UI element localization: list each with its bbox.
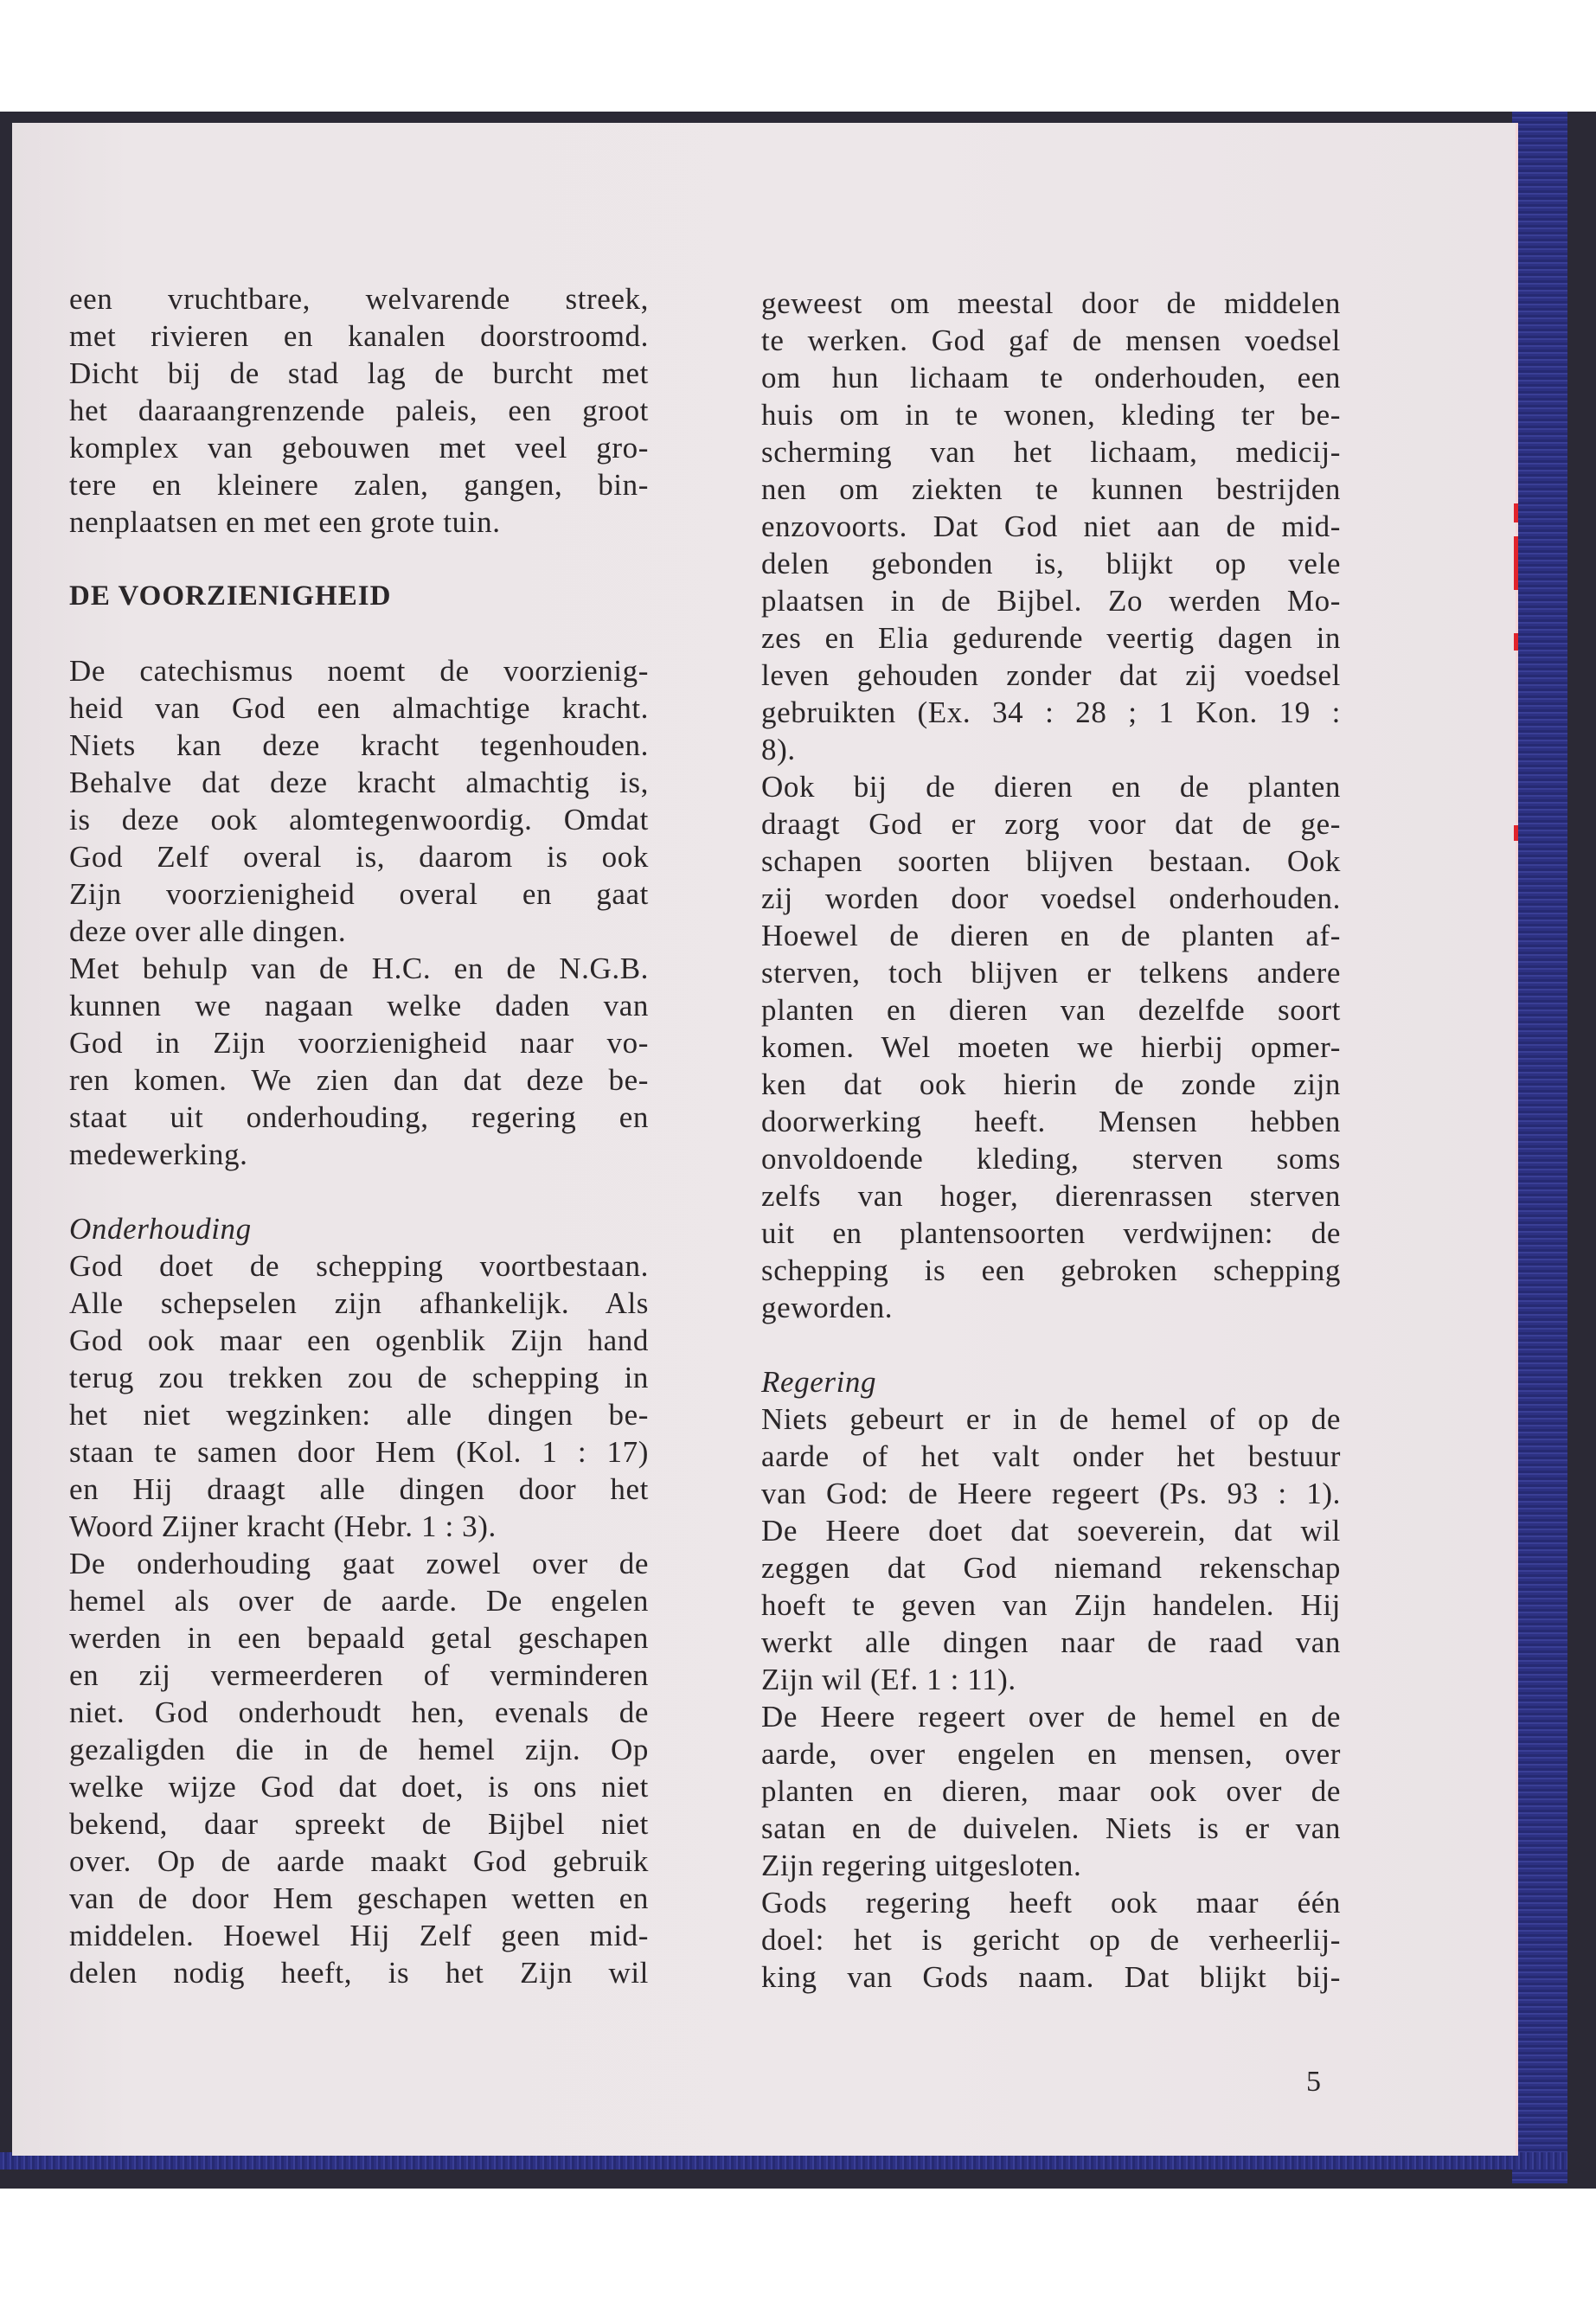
text-line: delen nodig heeft, is het Zijn wil: [69, 1956, 649, 1990]
text-line: Niets gebeurt er in de hemel of op de: [761, 1402, 1341, 1436]
text-line: komen. Wel moeten we hierbij opmer-: [761, 1030, 1341, 1064]
text-line: doel: het is gericht op de verheerlij-: [761, 1923, 1341, 1957]
text-line: Gods regering heeft ook maar één: [761, 1886, 1341, 1920]
text-line: 8).: [761, 733, 796, 766]
text-line: God Zelf overal is, daarom is ook: [69, 840, 649, 874]
text-line: sterven, toch blijven er telkens andere: [761, 956, 1341, 990]
text-line: hemel als over de aarde. De engelen: [69, 1584, 649, 1618]
text-line: De onderhouding gaat zowel over de: [69, 1547, 649, 1580]
text-line: geweest om meestal door de middelen: [761, 286, 1341, 320]
text-line: zelfs van hoger, dierenrassen sterven: [761, 1179, 1341, 1213]
text-line: geworden.: [761, 1291, 894, 1324]
text-line: king van Gods naam. Dat blijkt bij-: [761, 1960, 1341, 1994]
text-line: scherming van het lichaam, medicij-: [761, 435, 1341, 469]
text-line: over. Op de aarde maakt God gebruik: [69, 1844, 649, 1878]
text-line: tere en kleinere zalen, gangen, bin-: [69, 468, 649, 502]
text-line: medewerking.: [69, 1138, 248, 1171]
text-line: aarde, over engelen en mensen, over: [761, 1737, 1341, 1771]
text-line: De catechismus noemt de voorzienig-: [69, 654, 649, 688]
text-line: het niet wegzinken: alle dingen be-: [69, 1398, 649, 1432]
text-line: ren komen. We zien dan dat deze be-: [69, 1063, 649, 1097]
text-line: Behalve dat deze kracht almachtig is,: [69, 766, 649, 799]
page-edge-mark: [1514, 503, 1518, 522]
text-line: huis om in te wonen, kleding ter be-: [761, 398, 1341, 432]
blank-line: [69, 541, 649, 578]
text-column-right: [761, 285, 1341, 1996]
text-line: staat uit onderhouding, regering en: [69, 1100, 649, 1134]
text-line: De Heere doet dat soeverein, dat wil: [761, 1514, 1341, 1548]
text-line: hoeft te geven van Zijn handelen. Hij: [761, 1588, 1341, 1622]
text-line: onvoldoende kleding, sterven soms: [761, 1142, 1341, 1176]
text-line: Woord Zijner kracht (Hebr. 1 : 3).: [69, 1509, 497, 1543]
text-line: doorwerking heeft. Mensen hebben: [761, 1105, 1341, 1138]
text-line: leven gehouden zonder dat zij voedsel: [761, 658, 1341, 692]
text-line: van de door Hem geschapen wetten en: [69, 1881, 649, 1915]
page-edge-mark: [1514, 633, 1518, 651]
text-line: Dicht bij de stad lag de burcht met: [69, 356, 649, 390]
text-line: zes en Elia gedurende veertig dagen in: [761, 621, 1341, 655]
text-line: planten en dieren van dezelfde soort: [761, 993, 1341, 1027]
page-edge-mark: [1514, 536, 1518, 590]
text-line: aarde of het valt onder het bestuur: [761, 1439, 1341, 1473]
text-line: werkt alle dingen naar de raad van: [761, 1625, 1341, 1659]
text-line: heid van God een almachtige kracht.: [69, 691, 649, 725]
text-line: om hun lichaam te onderhouden, een: [761, 361, 1341, 394]
text-line: met rivieren en kanalen doorstroomd.: [69, 319, 649, 353]
text-line: van God: de Heere regeert (Ps. 93 : 1).: [761, 1477, 1341, 1510]
text-line: satan en de duivelen. Niets is er van: [761, 1811, 1341, 1845]
text-line: is deze ook alomtegenwoordig. Omdat: [69, 803, 649, 836]
text-line: Zijn regering uitgesloten.: [761, 1849, 1082, 1882]
text-line: komplex van gebouwen met veel gro-: [69, 431, 649, 465]
page-number: 5: [1306, 2066, 1321, 2098]
text-line: Ook bij de dieren en de planten: [761, 770, 1341, 804]
section-heading: DE VOORZIENIGHEID: [69, 580, 392, 612]
text-line: De Heere regeert over de hemel en de: [761, 1700, 1341, 1734]
page-edge-mark: [1514, 825, 1518, 841]
blank-line: [69, 615, 649, 652]
text-line: middelen. Hoewel Hij Zelf geen mid-: [69, 1919, 649, 1952]
text-line: schepping is een gebroken schepping: [761, 1253, 1341, 1287]
text-line: staan te samen door Hem (Kol. 1 : 17): [69, 1435, 649, 1469]
text-line: zeggen dat God niemand rekenschap: [761, 1551, 1341, 1585]
blank-line: [761, 1326, 1341, 1363]
text-line: Met behulp van de H.C. en de N.G.B.: [69, 952, 649, 985]
text-line: nenplaatsen en met een grote tuin.: [69, 505, 501, 539]
text-line: bekend, daar spreekt de Bijbel niet: [69, 1807, 649, 1841]
text-line: zij worden door voedsel onderhouden.: [761, 881, 1341, 915]
text-line: God ook maar een ogenblik Zijn hand: [69, 1324, 649, 1357]
text-line: te werken. God gaf de mensen voedsel: [761, 324, 1341, 357]
text-line: nen om ziekten te kunnen bestrijden: [761, 472, 1341, 506]
text-line: God doet de schepping voortbestaan.: [69, 1249, 649, 1283]
text-line: uit en plantensoorten verdwijnen: de: [761, 1216, 1341, 1250]
text-line: ken dat ook hierin de zonde zijn: [761, 1067, 1341, 1101]
text-line: gezaligden die in de hemel zijn. Op: [69, 1733, 649, 1766]
text-line: planten en dieren, maar ook over de: [761, 1774, 1341, 1808]
text-line: draagt God er zorg voor dat de ge-: [761, 807, 1341, 841]
text-line: kunnen we nagaan welke daden van: [69, 989, 649, 1022]
text-line: deze over alle dingen.: [69, 914, 347, 948]
text-line: God in Zijn voorzienigheid naar vo-: [69, 1026, 649, 1060]
text-line: enzovoorts. Dat God niet aan de mid-: [761, 510, 1341, 543]
text-line: Alle schepselen zijn afhankelijk. Als: [69, 1286, 649, 1320]
text-line: een vruchtbare, welvarende streek,: [69, 282, 649, 316]
subsection-heading: Onderhouding: [69, 1212, 252, 1246]
text-line: plaatsen in de Bijbel. Zo werden Mo-: [761, 584, 1341, 618]
subsection-heading: Regering: [761, 1365, 877, 1399]
text-line: gebruikten (Ex. 34 : 28 ; 1 Kon. 19 :: [761, 695, 1341, 729]
text-column-left: [69, 280, 649, 1991]
text-line: schapen soorten blijven bestaan. Ook: [761, 844, 1341, 878]
text-line: Hoewel de dieren en de planten af-: [761, 919, 1341, 952]
text-line: niet. God onderhoudt hen, evenals de: [69, 1695, 649, 1729]
text-line: delen gebonden is, blijkt op vele: [761, 547, 1341, 580]
text-line: en zij vermeerderen of verminderen: [69, 1658, 649, 1692]
text-line: Zijn voorzienigheid overal en gaat: [69, 877, 649, 911]
text-line: Niets kan deze kracht tegenhouden.: [69, 728, 649, 762]
book-cover-edge: [1512, 112, 1567, 2183]
blank-line: [69, 1173, 649, 1210]
text-line: welke wijze God dat doet, is ons niet: [69, 1770, 649, 1804]
text-line: werden in een bepaald getal geschapen: [69, 1621, 649, 1655]
text-line: het daaraangrenzende paleis, een groot: [69, 394, 649, 427]
text-line: en Hij draagt alle dingen door het: [69, 1472, 649, 1506]
text-line: Zijn wil (Ef. 1 : 11).: [761, 1663, 1016, 1696]
text-line: terug zou trekken zou de schepping in: [69, 1361, 649, 1394]
